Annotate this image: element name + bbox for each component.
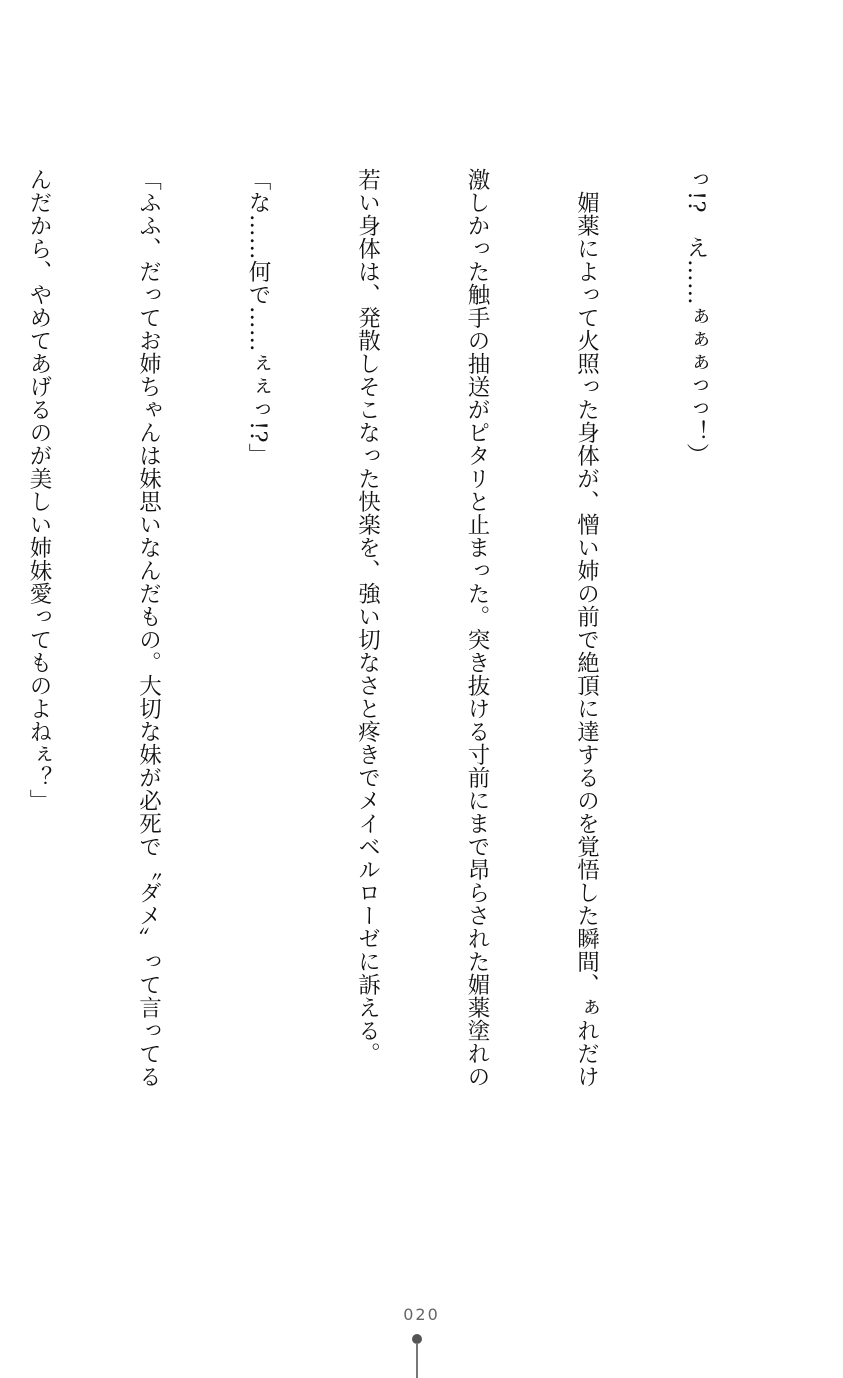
text-line: んだから、やめてあげるのが美しい姉妹愛ってものよねぇ？」 [26,168,52,812]
text-line: 「な……何で……ぇぇっ!?」 [245,168,271,467]
page-footer [0,1305,843,1378]
page-marker-line [416,1343,418,1378]
page-number: 020 [403,1305,440,1324]
vertical-text-block [0,168,787,1128]
text-line: 激しかった触手の抽送がピタリと止まった。突き抜ける寸前にまで昂らされた媚薬塗れの [464,168,490,1088]
text-line: っ!? え……ぁぁぁっっ！） [683,168,709,467]
text-line: 媚薬によって火照った身体が、憎い姉の前で絶頂に達するのを覚悟した瞬間、ぁれだけ [573,168,600,1088]
text-line: 若い身体は、発散しそこなった快楽を、強い切なさと疼きでメイベルローゼに訴える。 [354,168,381,1065]
text-line: 「ふふ、だってお姉ちゃんは妹思いなんだもの。大切な妹が必死で〝ダメ〟って言ってる [135,168,162,1088]
